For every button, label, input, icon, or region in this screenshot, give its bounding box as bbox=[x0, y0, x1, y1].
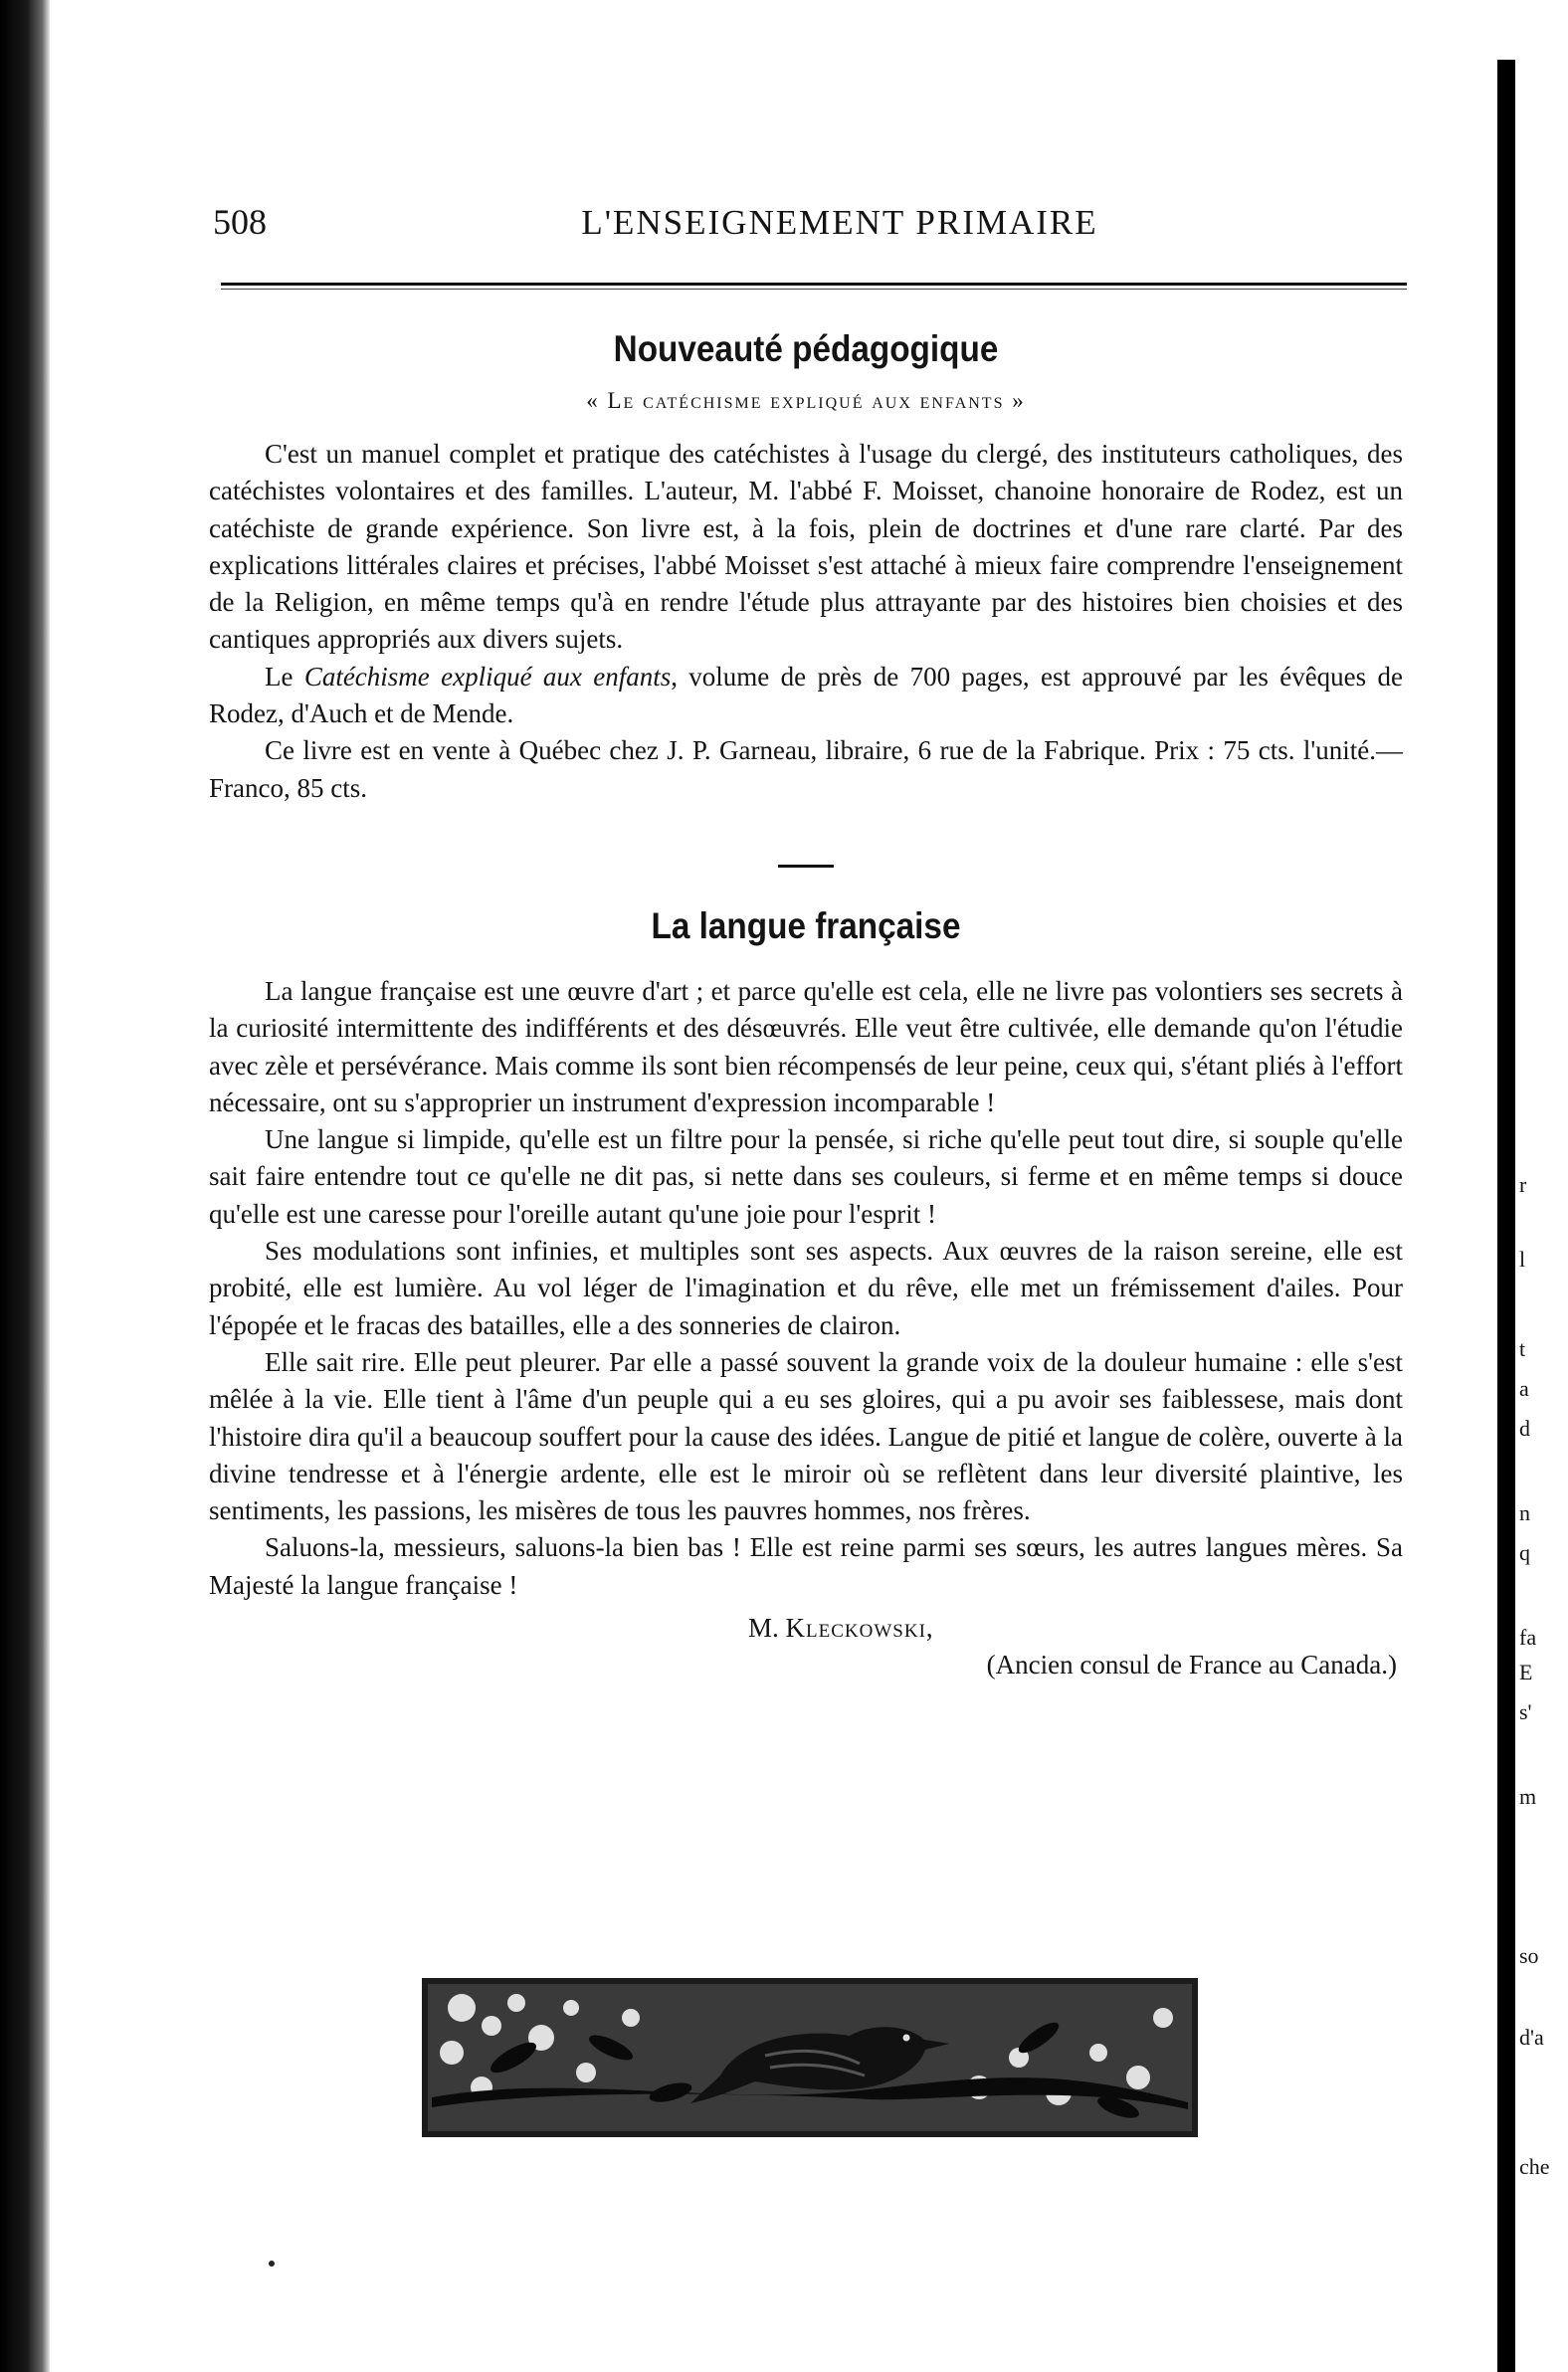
stray-ink-mark bbox=[269, 2261, 275, 2267]
paragraph: Ce livre est en vente à Québec chez J. P. Garneau, libraire, 6 rue de la Fabrique. Prix : 75 cts. l'unité.—Franco, 85 cts. bbox=[209, 735, 1403, 803]
fragment: l bbox=[1519, 1247, 1526, 1272]
paragraph: Elle sait rire. Elle peut pleurer. Par elle a passé souvent la grande voix de la douleur humaine : elle s'est mêlée à la vie. Elle tient à l'âme d'un peuple qui a eu ses gloires, qui a pu avoir ses faiblessese, mais dont l'histoire dira qu'il a beaucoup souffert pour la cause des idées. Langue de pitié et langue de colère, ouverte à la divine tendresse et à l'énergie ardente, elle est le miroir où se reflètent dans leur diversité plaintive, les sentiments, les passions, les misères de tous les pauvres hommes, nos frères. bbox=[209, 1346, 1403, 1526]
paragraph: La langue française est une œuvre d'art ; et parce qu'elle est cela, elle ne livre pas volontiers ses secrets à la curiosité intermittente des indifférents et des désœuvrés. Elle veut être cultivée, elle demande qu'on l'étudie avec zèle et persévérance. Mais comme ils sont bien récompensés de leur peine, ceux qui, s'étant pliés à l'effort nécessaire, ont su s'approprier un instrument d'expression incomparable ! bbox=[209, 975, 1403, 1117]
section-nouveaute-pedagogique bbox=[209, 328, 1403, 807]
section-title: Nouveauté pédagogique bbox=[613, 328, 999, 369]
section-separator bbox=[778, 865, 834, 868]
scan-page-gutter bbox=[1497, 60, 1515, 2372]
fragment: r bbox=[1519, 1172, 1527, 1197]
signature-name bbox=[209, 1610, 1403, 1647]
section-title: La langue française bbox=[651, 904, 961, 946]
page-number: 508 bbox=[213, 202, 267, 242]
running-title: L'ENSEIGNEMENT PRIMAIRE bbox=[581, 203, 1098, 242]
book-title: « Le catéchisme expliqué aux enfants » bbox=[586, 388, 1026, 413]
fragment: m bbox=[1519, 1784, 1537, 1809]
signature-block bbox=[209, 1610, 1403, 1683]
header-rule bbox=[221, 283, 1407, 290]
fragment: n bbox=[1519, 1500, 1530, 1525]
paragraph bbox=[209, 659, 1403, 733]
text-run: Le bbox=[265, 661, 304, 692]
paragraph: Une langue si limpide, qu'elle est un filtre pour la pensée, si riche qu'elle peut tout dire, si souple qu'elle sait faire entendre tout ce qu'elle ne dit pas, si nette dans ses couleurs, si ferme et en même temps si douce qu'elle est une caresse pour l'oreille autant qu'une joie pour l'esprit ! bbox=[209, 1124, 1403, 1229]
bird-on-branch-icon bbox=[422, 1978, 1198, 2137]
text-run: , bbox=[925, 1613, 933, 1644]
fragment: che bbox=[1519, 2154, 1550, 2179]
paragraph: Ses modulations sont infinies, et multiples sont ses aspects. Aux œuvres de la raison sereine, elle est probité, elle est lumière. Au vol léger de l'imagination et du rêve, elle met un frémissement d'ailes. Pour l'épopée et le fracas des batailles, elle a des sonneries de clairon. bbox=[209, 1236, 1403, 1340]
fragment: fa bbox=[1519, 1625, 1537, 1650]
fragment: a bbox=[1519, 1376, 1529, 1401]
page-header bbox=[213, 201, 1407, 251]
signature-role: (Ancien consul de France au Canada.) bbox=[986, 1650, 1397, 1680]
adjacent-page-fragments bbox=[1515, 0, 1568, 2372]
fragment: d bbox=[1519, 1416, 1530, 1441]
fragment: d'a bbox=[1519, 2025, 1544, 2050]
section-langue-francaise bbox=[209, 905, 1403, 1683]
scan-left-edge bbox=[0, 0, 50, 2372]
fragment: q bbox=[1519, 1540, 1530, 1565]
author-name: Kleckowski bbox=[785, 1613, 926, 1644]
bird-vignette-illustration bbox=[422, 1978, 1198, 2137]
italic-book-title: Catéchisme expliqué aux enfants bbox=[303, 661, 672, 692]
page-content bbox=[209, 328, 1403, 1683]
fragment: t bbox=[1519, 1336, 1526, 1361]
text-run: , volume de près de 700 pages, est approuvé par les évêques de Rodez, d'Auch et de Mende. bbox=[209, 661, 1403, 729]
fragment: E bbox=[1519, 1660, 1533, 1684]
text-run: M. bbox=[748, 1613, 786, 1644]
paragraph: Saluons-la, messieurs, saluons-la bien bas ! Elle est reine parmi ses sœurs, les autres langues mères. Sa Majesté la langue française ! bbox=[209, 1532, 1403, 1600]
paragraph: C'est un manuel complet et pratique des catéchistes à l'usage du clergé, des instituteurs catholiques, des catéchistes volontaires et des familles. L'auteur, M. l'abbé F. Moisset, chanoine honoraire de Rodez, est un catéchiste de grande expérience. Son livre est, à la fois, plein de doctrines et d'une rare clarté. Par des explications littérales claires et précises, l'abbé Moisset s'est attaché à mieux faire comprendre l'enseignement de la Religion, en même temps qu'à en rendre l'étude plus attrayante par des histoires bien choisies et des cantiques appropriés aux divers sujets. bbox=[209, 439, 1403, 655]
fragment: s' bbox=[1519, 1699, 1532, 1724]
fragment: so bbox=[1519, 1943, 1539, 1968]
